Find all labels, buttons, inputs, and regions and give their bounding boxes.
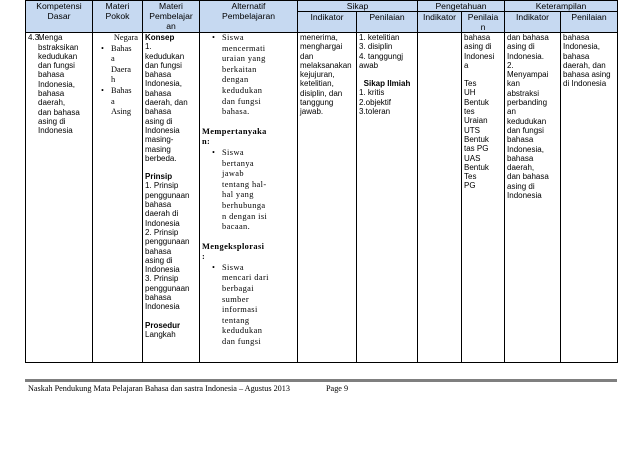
cell-keterampilan-penilaian: bahasa Indonesia, bahasa daerah, dan bahasa asing di Indonesia <box>561 33 618 363</box>
header-kompetensi-dasar: Kompetensi Dasar <box>26 1 93 33</box>
curriculum-table <box>25 0 618 363</box>
header-materi-pokok: Materi Pokok <box>93 1 143 33</box>
cell-sikap-indikator: menerima, menghargai dan melaksanakan kejujuran, ketelitian, disiplin, dan tanggung jawab. <box>298 33 357 363</box>
header-alternatif-pembelajaran: Alternatif Pembelajaran <box>200 1 298 33</box>
mempertanyakan-title: Mempertanyaka n: <box>202 126 267 147</box>
kd-number: 4.3. <box>28 33 42 42</box>
page-footer <box>28 384 382 393</box>
list-item: • Siswa bertanya jawab tentang hal- hal yang berhubunga n dengan isi bacaan. <box>222 148 295 233</box>
header-sikap: Sikap <box>298 1 418 12</box>
table-row <box>26 33 618 363</box>
footer-page-number: Page 9 <box>326 384 349 393</box>
prinsip-title: Prinsip <box>145 172 173 182</box>
sikap-ilmiah-title: Sikap Ilmiah <box>363 79 411 89</box>
cell-pengetahuan-penilaian <box>462 33 505 363</box>
footer-source: Naskah Pendukung Mata Pelajaran Bahasa dan sastra Indonesia – Agustus 2013 <box>28 384 290 393</box>
cell-alternatif-pembelajaran <box>200 33 298 363</box>
header-pengetahuan-indikator: Indikator <box>418 12 462 33</box>
konsep-text: 1. kedudukan dan fungsi bahasa Indonesia, bahasa daerah, dan bahasa asing di Indonesia masing- masing berbeda. <box>145 42 188 163</box>
cell-keterampilan-indikator: dan bahasa asing di Indonesia. 2. Menyampai kan abstraksi perbanding an kedudukan dan fungsi bahasa Indonesia, bahasa daerah, dan bahasa asing di Indonesia <box>505 33 561 363</box>
cell-kompetensi-dasar <box>26 33 93 363</box>
kd-text: Menga bstraksikan kedudukan dan fungsi bahasa Indonesia, bahasa daerah, dan bahasa asing di Indonesia <box>38 33 80 136</box>
prosedur-text: Langkah <box>145 329 176 339</box>
prinsip-text: 1. Prinsip penggunaan bahasa daerah di Indonesia 2. Prinsip penggunaan bahasa asing di Indonesia 3. Prinsip penggunaan bahasa Indonesia <box>145 181 190 312</box>
mengeksplorasi-title: Mengeksplorasi : <box>202 241 265 262</box>
pengetahuan-penilaian-bottom: Tes UH Bentuk tes Uraian UTS Bentuk tas PG UAS Bentuk Tes PG <box>464 79 489 191</box>
header-sikap-indikator: Indikator <box>298 12 357 33</box>
list-item: • Bahas a Daera h <box>111 44 140 86</box>
cell-pengetahuan-indikator <box>418 33 462 363</box>
header-sikap-penilaian: Penilaian <box>357 12 418 33</box>
header-pengetahuan: Pengetahuan <box>418 1 505 12</box>
header-keterampilan: Keterampilan <box>505 1 618 12</box>
cell-materi-pembelajaran <box>143 33 200 363</box>
pengetahuan-penilaian-top: bahasa asing di Indonesi a <box>464 33 495 70</box>
materi-pokok-lead: Negara <box>113 33 138 42</box>
sikap-penilaian-list: 1. ketelitian 3. disiplin 4. tanggungj awab <box>359 33 404 70</box>
list-item: • Siswa mencari dari berbagai sumber informasi tentang kedudukan dan fungsi <box>222 263 295 348</box>
header-materi-pembelajaran: Materi Pembelajar an <box>143 1 200 33</box>
prosedur-title: Prosedur <box>145 320 181 330</box>
cell-materi-pokok <box>93 33 143 363</box>
list-item: • Bahas a Asing <box>111 86 140 118</box>
konsep-title: Konsep <box>145 33 175 42</box>
header-keterampilan-penilaian: Penilaian <box>561 12 618 33</box>
cell-sikap-penilaian <box>357 33 418 363</box>
header-pengetahuan-penilaian: Penilaia n <box>462 12 505 33</box>
footer-rule <box>25 379 617 382</box>
list-item: • Siswa mencermati uraian yang berkaitan dengan kedudukan dan fungsi bahasa. <box>222 33 295 118</box>
header-keterampilan-indikator: Indikator <box>505 12 561 33</box>
sikap-ilmiah-list: 1. kritis 2.objektif 3.toleran <box>359 88 392 117</box>
